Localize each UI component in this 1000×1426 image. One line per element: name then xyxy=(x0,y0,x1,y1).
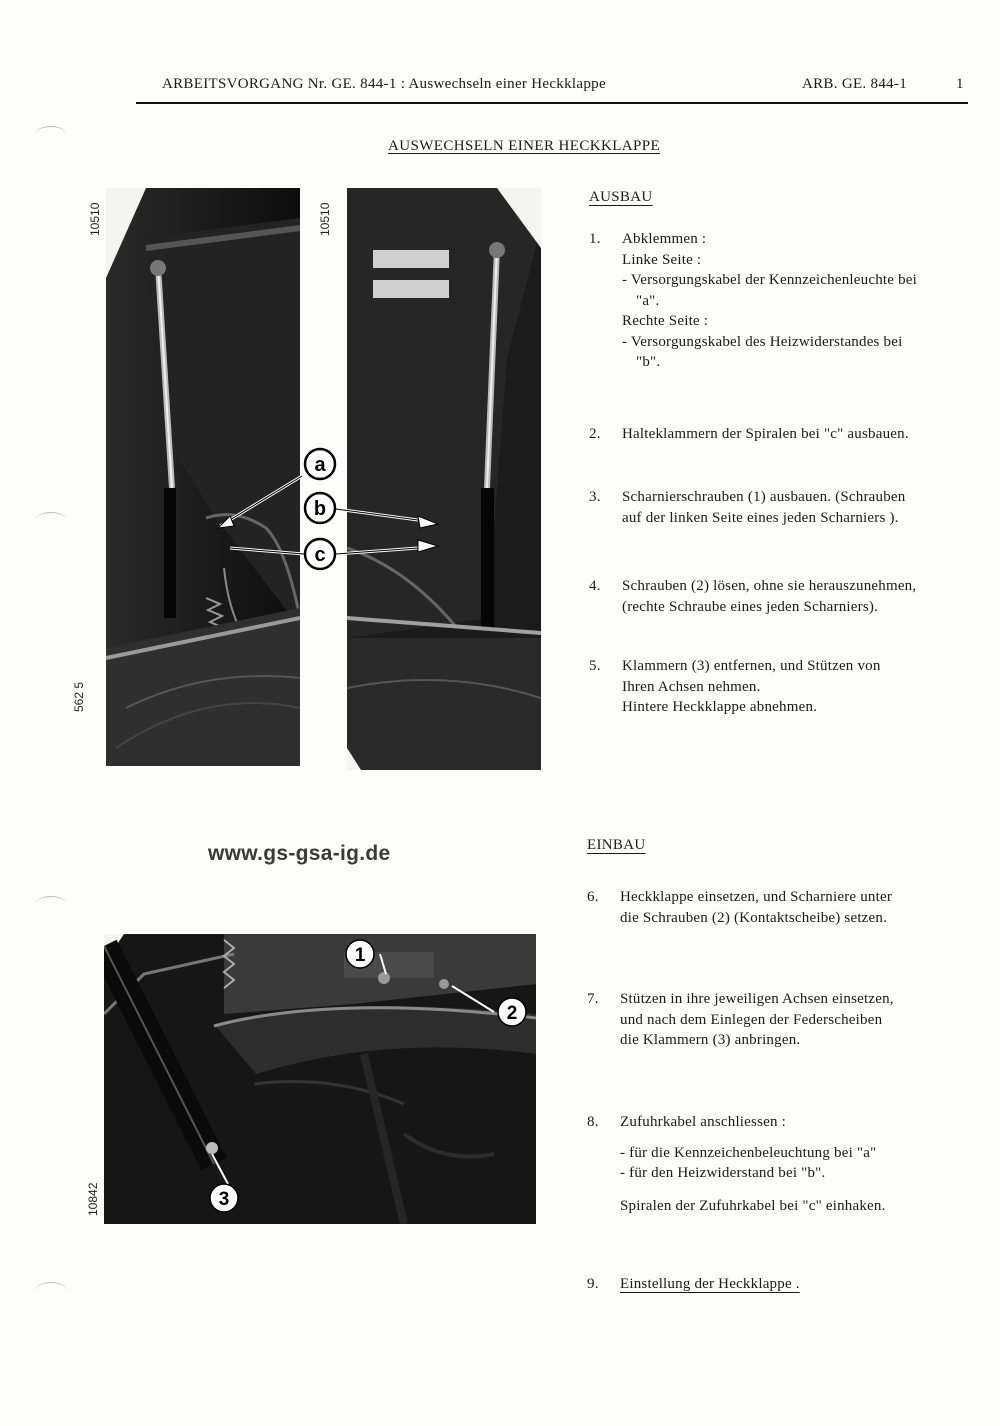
step-line: Ihren Achsen nehmen. xyxy=(622,678,761,695)
step-line: - für die Kennzeichenbeleuchtung bei "a" xyxy=(620,1144,877,1161)
step-1 xyxy=(589,229,969,379)
step-line: "b". xyxy=(636,354,661,370)
step-2 xyxy=(589,424,969,446)
step-9 xyxy=(587,1274,967,1296)
step-line: Zufuhrkabel anschliessen : xyxy=(620,1114,786,1130)
step-number: 9. xyxy=(587,1276,599,1292)
callout-label-2 xyxy=(498,998,526,1026)
step-line: - Versorgungskabel der Kennzeichenleuchte bei xyxy=(622,272,918,288)
figure1-side-code: 562 5 xyxy=(72,681,86,712)
step-line: - Versorgungskabel des Heizwiderstandes bei xyxy=(622,333,903,350)
step-number: 6. xyxy=(587,889,599,905)
svg-text:a: a xyxy=(314,454,326,476)
svg-text:1: 1 xyxy=(354,945,366,966)
step-line: auf der linken Seite eines jeden Scharniers ). xyxy=(622,509,899,526)
step-number: 2. xyxy=(589,426,601,442)
step-line: die Klammern (3) anbringen. xyxy=(620,1032,801,1048)
svg-text:b: b xyxy=(313,498,327,520)
step-number: 5. xyxy=(589,658,601,674)
header-right: ARB. GE. 844-1 xyxy=(802,76,908,92)
step-line: Abklemmen : xyxy=(622,231,707,247)
callout-label-3 xyxy=(210,1184,238,1212)
callout-label-c xyxy=(305,539,335,569)
punch-hole-mark xyxy=(36,896,66,911)
header-left xyxy=(162,76,606,93)
page-title: AUSWECHSELN EINER HECKKLAPPE xyxy=(388,138,661,154)
step-line: Rechte Seite : xyxy=(622,313,709,329)
step-3 xyxy=(589,487,969,531)
photo-hinge-detail xyxy=(104,934,536,1224)
header-operation-title: Auswechseln einer Heckklappe xyxy=(408,76,606,92)
step-line: und nach dem Einlegen der Federscheiben xyxy=(620,1011,883,1028)
svg-text:c: c xyxy=(314,544,326,566)
step-number: 4. xyxy=(589,578,601,594)
callout-label-a xyxy=(305,449,335,479)
header-rule xyxy=(136,102,968,104)
callout-label-b xyxy=(305,493,335,523)
einbau-heading: EINBAU xyxy=(587,837,646,853)
figure2-ref: 10842 xyxy=(86,1182,100,1216)
figure1-callouts xyxy=(190,440,450,580)
step-4 xyxy=(589,576,969,620)
step-number: 8. xyxy=(587,1114,599,1130)
page-number: 1 xyxy=(956,76,964,92)
step-line: Hintere Heckklappe abnehmen. xyxy=(622,699,818,715)
step-line: Heckklappe einsetzen, und Scharniere unter xyxy=(620,889,893,905)
step-line: Spiralen der Zufuhrkabel bei "c" einhaken. xyxy=(620,1197,886,1214)
step-line: die Schrauben (2) (Kontaktscheibe) setzen. xyxy=(620,909,888,926)
step-number: 7. xyxy=(587,991,599,1007)
step-line: Einstellung der Heckklappe . xyxy=(620,1276,800,1292)
punch-hole-mark xyxy=(36,1282,66,1297)
header-operation-number: ARBEITSVORGANG Nr. GE. 844-1 : xyxy=(162,76,406,92)
step-line: (rechte Schraube eines jeden Scharniers). xyxy=(622,598,879,615)
svg-text:2: 2 xyxy=(506,1003,518,1024)
step-number: 1. xyxy=(589,231,601,247)
step-line: Halteklammern der Spiralen bei "c" ausbauen. xyxy=(622,426,909,442)
step-line: Schrauben (2) lösen, ohne sie herauszunehmen, xyxy=(622,578,917,594)
step-line: - für den Heizwiderstand bei "b". xyxy=(620,1165,826,1181)
punch-hole-mark xyxy=(36,512,66,527)
step-line: Stützen in ihre jeweiligen Achsen einsetzen, xyxy=(620,991,894,1007)
step-6 xyxy=(587,887,967,931)
punch-hole-mark xyxy=(36,126,66,141)
svg-text:3: 3 xyxy=(218,1189,230,1210)
step-8 xyxy=(587,1112,967,1222)
step-7 xyxy=(587,989,967,1053)
step-5 xyxy=(589,656,969,720)
ausbau-heading: AUSBAU xyxy=(589,189,653,205)
step-number: 3. xyxy=(589,489,601,505)
website-watermark: www.gs-gsa-ig.de xyxy=(208,842,391,865)
callout-label-1 xyxy=(346,940,374,968)
step-line: Scharnierschrauben (1) ausbauen. (Schrauben xyxy=(622,489,906,505)
step-line: "a". xyxy=(636,292,660,309)
step-line: Klammern (3) entfernen, und Stützen von xyxy=(622,658,881,674)
step-line: Linke Seite : xyxy=(622,251,702,268)
figure1-ref-left: 10510 xyxy=(88,202,102,236)
figure1-ref-right: 10510 xyxy=(318,202,332,236)
